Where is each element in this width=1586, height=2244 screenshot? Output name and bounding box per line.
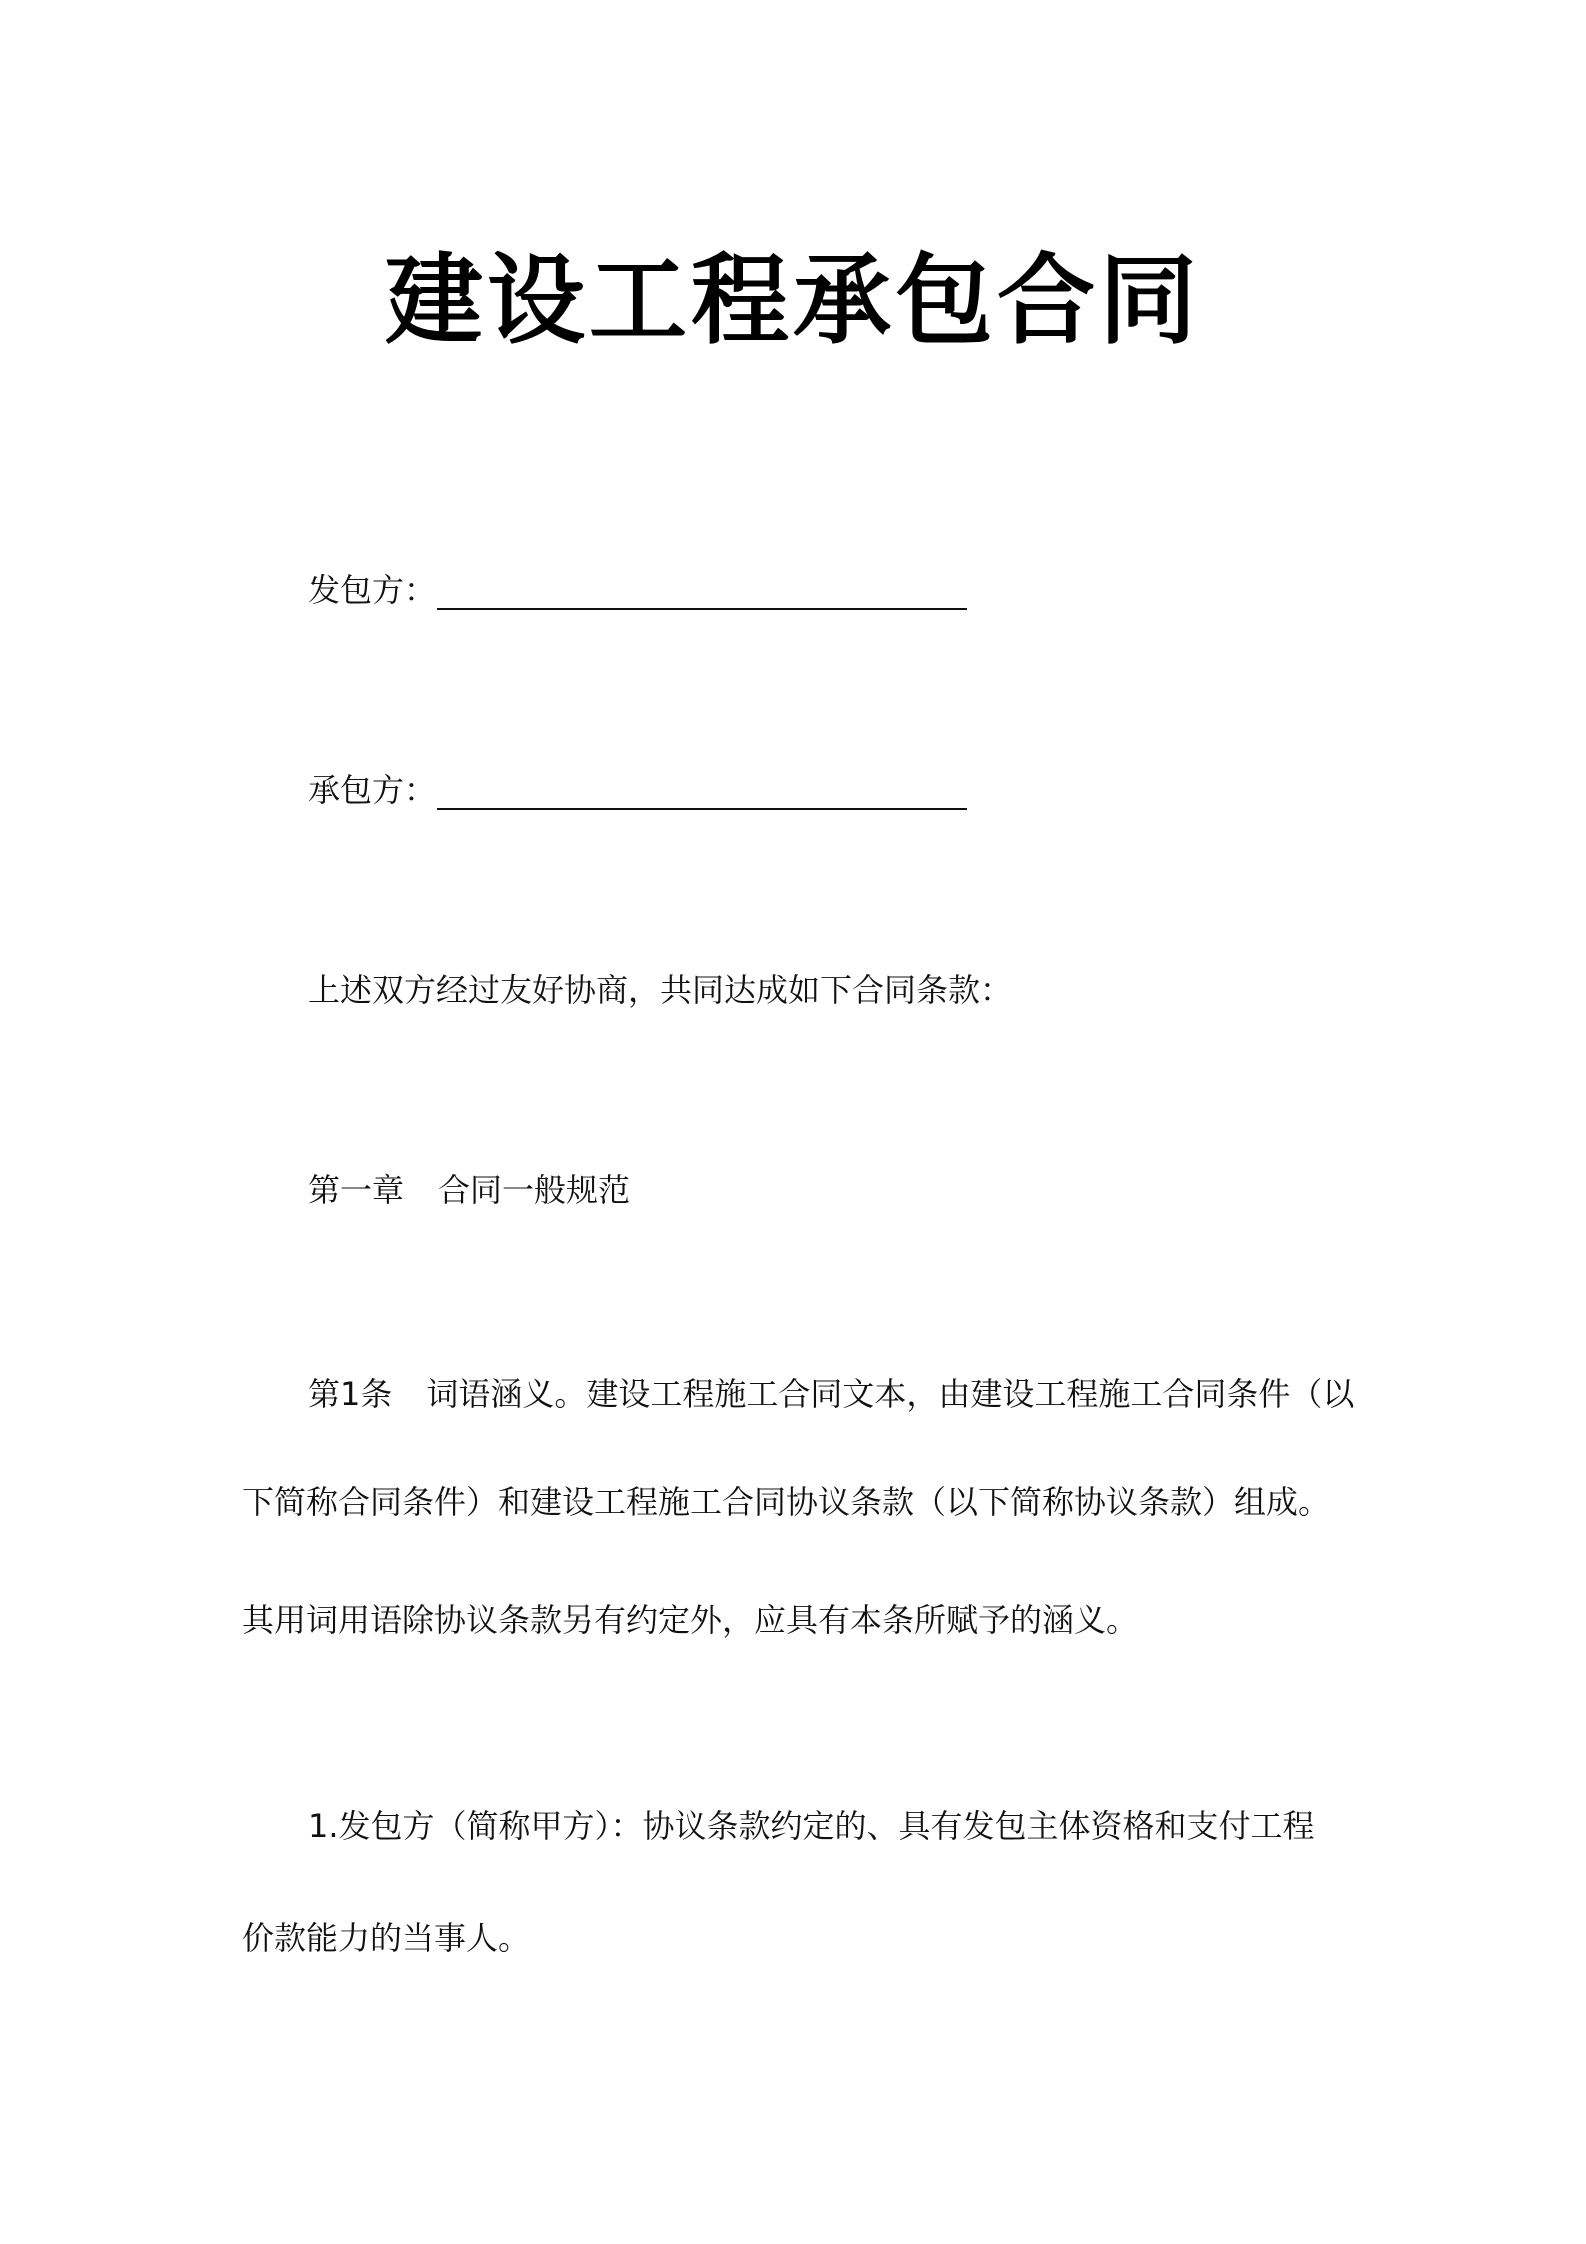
field-employer: [308, 568, 436, 612]
document-title: 建设工程承包合同: [384, 244, 1201, 358]
article-1-text-1: 词语涵义。建设工程施工合同文本，由建设工程施工合同条件（以: [426, 1375, 1355, 1413]
item-1-line-2: 价款能力的当事人。: [242, 1919, 531, 1957]
article-1-number: 第1条: [308, 1375, 393, 1413]
chapter-heading: [308, 1168, 630, 1212]
field-employer-blank[interactable]: [437, 608, 967, 610]
chapter-number: 第一章: [308, 1171, 405, 1209]
article-1-line-1: [308, 1372, 1354, 1416]
item-1-line-1: 1.发包方（简称甲方）：协议条款约定的、具有发包主体资格和支付工程: [308, 1807, 1315, 1845]
article-1-line-2: 下简称合同条件）和建设工程施工合同协议条款（以下简称协议条款）组成。: [242, 1483, 1331, 1521]
field-contractor: [308, 768, 436, 812]
article-1-line-3: 其用词用语除协议条款另有约定外，应具有本条所赋予的涵义。: [242, 1601, 1139, 1639]
intro-paragraph: 上述双方经过友好协商，共同达成如下合同条款：: [308, 971, 1013, 1009]
chapter-name: 合同一般规范: [438, 1171, 631, 1209]
field-contractor-blank[interactable]: [437, 808, 967, 810]
field-employer-label: 发包方：: [308, 571, 437, 609]
field-contractor-label: 承包方：: [308, 771, 437, 809]
